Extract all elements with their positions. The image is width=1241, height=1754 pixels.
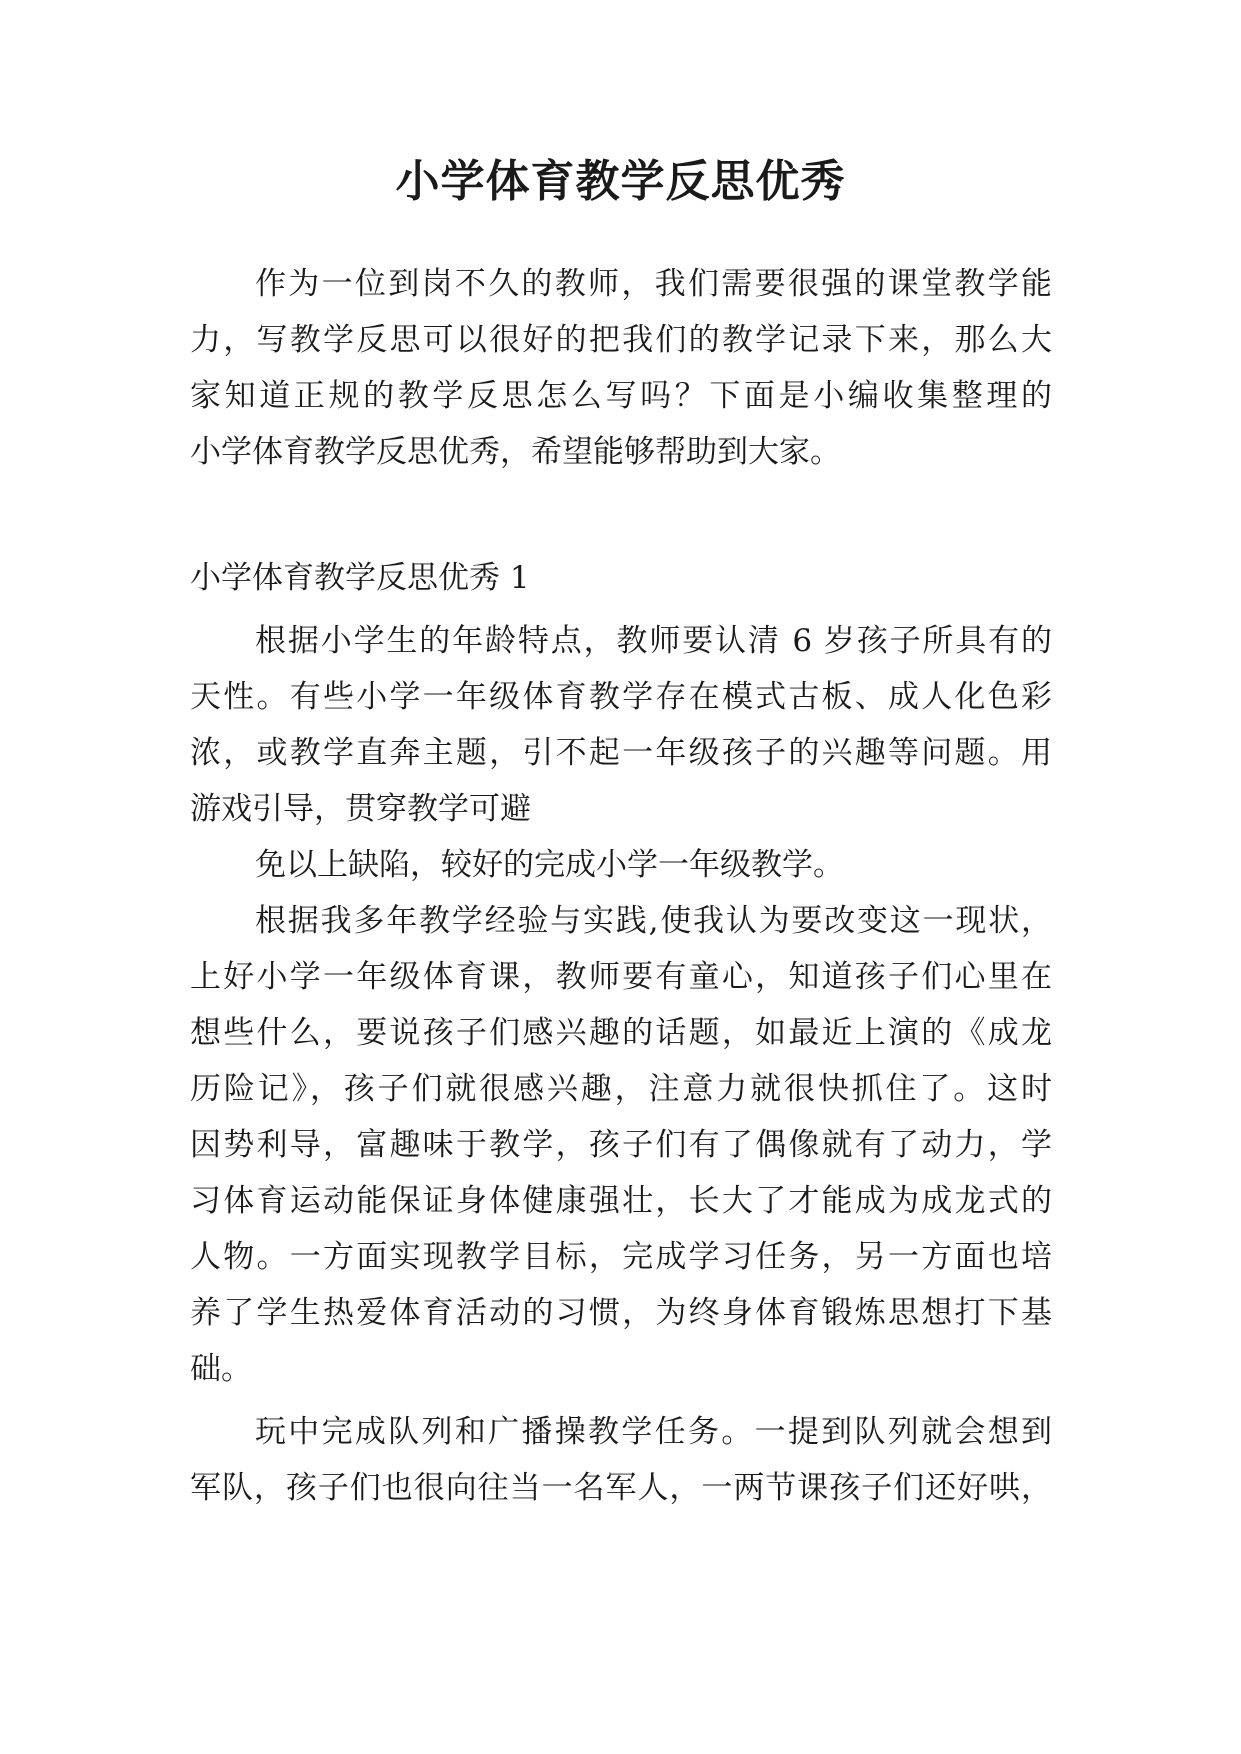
paragraph3-line-9: 础。 <box>190 1351 252 1387</box>
paragraph1-line-2: 天性。有些小学一年级体育教学存在模式古板、成人化色彩 <box>190 679 1052 715</box>
intro-line-4: 小学体育教学反思优秀，希望能够帮助到大家。 <box>190 434 841 470</box>
paragraph1-line-4: 游戏引导，贯穿教学可避 <box>190 791 531 827</box>
paragraph3-line-7: 人物。一方面实现教学目标，完成学习任务，另一方面也培 <box>190 1239 1052 1275</box>
paragraph3-line-8: 养了学生热爱体育活动的习惯，为终身体育锻炼思想打下基 <box>190 1295 1052 1331</box>
paragraph1-line-1: 根据小学生的年龄特点，教师要认清 6 岁孩子所具有的 <box>255 623 1052 659</box>
paragraph1-line-3: 浓，或教学直奔主题，引不起一年级孩子的兴趣等问题。用 <box>190 735 1052 771</box>
intro-line-2: 力，写教学反思可以很好的把我们的教学记录下来，那么大 <box>190 322 1052 358</box>
paragraph4-line-1: 玩中完成队列和广播操教学任务。一提到队列就会想到 <box>255 1414 1052 1450</box>
section-heading: 小学体育教学反思优秀 1 <box>190 560 530 596</box>
intro-line-3: 家知道正规的教学反思怎么写吗？下面是小编收集整理的 <box>190 378 1052 414</box>
paragraph3-line-4: 历险记》，孩子们就很感兴趣，注意力就很快抓住了。这时 <box>190 1071 1052 1107</box>
paragraph2-line-1: 免以上缺陷，较好的完成小学一年级教学。 <box>255 847 844 883</box>
paragraph3-line-5: 因势利导，富趣味于教学，孩子们有了偶像就有了动力，学 <box>190 1127 1052 1163</box>
intro-line-1: 作为一位到岗不久的教师，我们需要很强的课堂教学能 <box>255 266 1052 302</box>
paragraph3-line-6: 习体育运动能保证身体健康强壮，长大了才能成为成龙式的 <box>190 1183 1052 1219</box>
paragraph3-line-2: 上好小学一年级体育课，教师要有童心，知道孩子们心里在 <box>190 959 1052 995</box>
paragraph3-line-1: 根据我多年教学经验与实践,使我认为要改变这一现状， <box>255 903 1052 939</box>
paragraph4-line-2: 军队，孩子们也很向往当一名军人，一两节课孩子们还好哄， <box>190 1470 1052 1506</box>
document-title: 小学体育教学反思优秀 <box>395 156 846 207</box>
paragraph3-line-3: 想些什么，要说孩子们感兴趣的话题，如最近上演的《成龙 <box>190 1015 1052 1051</box>
